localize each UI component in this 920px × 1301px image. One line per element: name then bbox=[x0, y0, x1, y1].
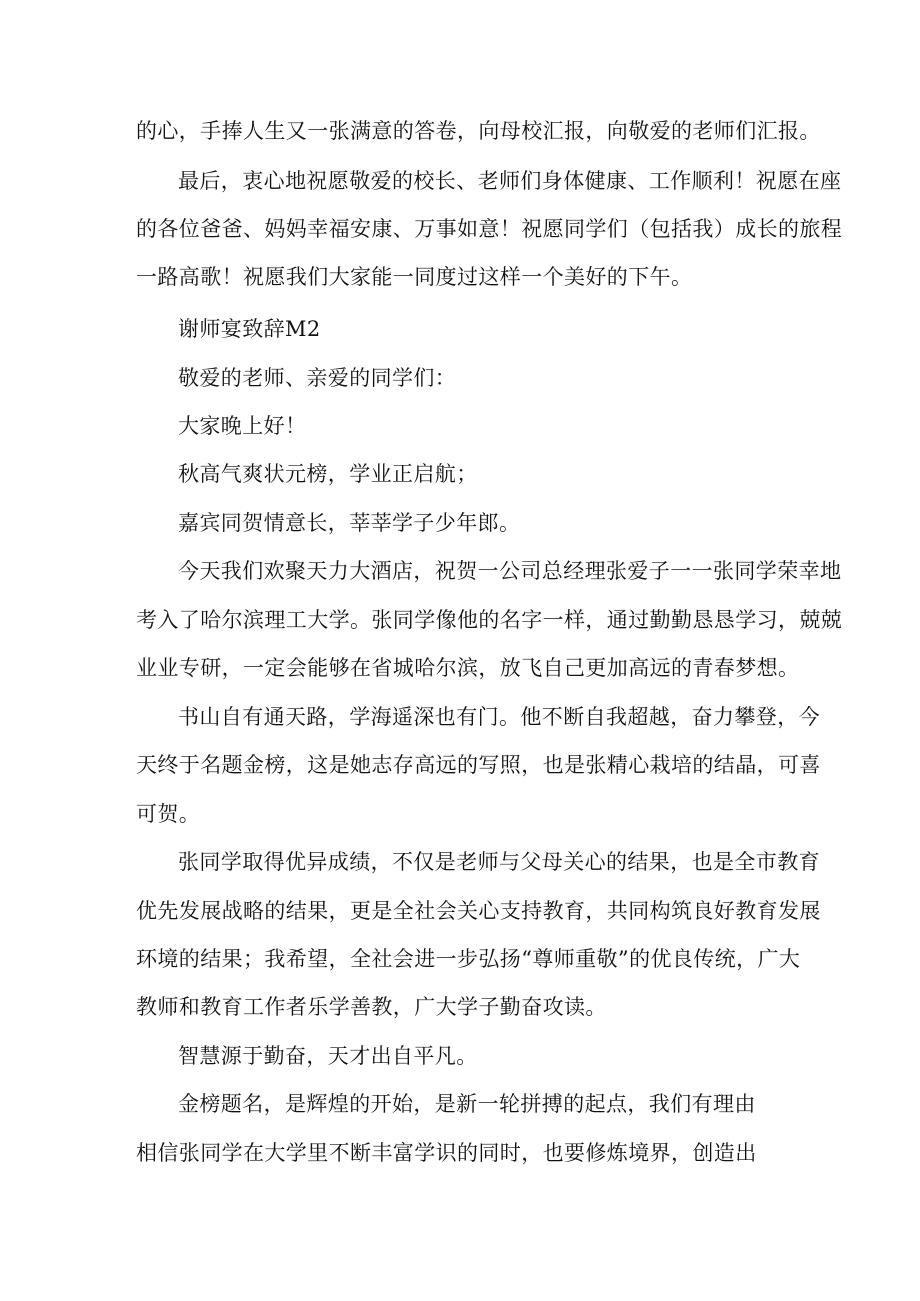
verse-line: 秋高气爽状元榜，学业正启航； bbox=[178, 462, 478, 486]
paragraph-line: 环境的结果；我希望，全社会进一步弘扬“尊师重敬”的优良传统，广大 bbox=[136, 947, 801, 971]
greeting: 大家晚上好！ bbox=[178, 414, 307, 438]
verse-line: 嘉宾同贺情意长，莘莘学子少年郎。 bbox=[178, 511, 521, 535]
paragraph-line: 一路高歌！祝愿我们大家能一同度过这样一个美好的下午。 bbox=[136, 265, 693, 289]
paragraph-line: 的各位爸爸、妈妈幸福安康、万事如意！祝愿同学们（包括我）成长的旅程 bbox=[136, 217, 843, 241]
paragraph-line: 天终于名题金榜，这是她志存高远的写照，也是张精心栽培的结晶，可喜 bbox=[136, 753, 821, 777]
paragraph-line: 考入了哈尔滨理工大学。张同学像他的名字一样，通过勤勤恳恳学习，兢兢 bbox=[136, 608, 843, 632]
paragraph-line: 智慧源于勤奋，天才出自平凡。 bbox=[178, 1044, 478, 1068]
paragraph-line: 的心，手捧人生又一张满意的答卷，向母校汇报，向敬爱的老师们汇报。 bbox=[136, 119, 821, 143]
paragraph-line: 优先发展战略的结果，更是全社会关心支持教育，共同构筑良好教育发展 bbox=[136, 899, 821, 923]
paragraph-line: 张同学取得优异成绩，不仅是老师与父母关心的结果，也是全市教育 bbox=[178, 850, 820, 874]
salutation: 敬爱的老师、亲爱的同学们： bbox=[178, 366, 457, 390]
paragraph-line: 书山自有通天路，学海遥深也有门。他不断自我超越，奋力攀登，今 bbox=[178, 705, 820, 729]
paragraph-line: 教师和教育工作者乐学善教，广大学子勤奋攻读。 bbox=[136, 995, 607, 1019]
paragraph-line: 相信张同学在大学里不断丰富学识的同时，也要修炼境界，创造出 bbox=[136, 1141, 757, 1165]
paragraph-line: 金榜题名，是辉煌的开始，是新一轮拼搏的起点，我们有理由 bbox=[178, 1092, 756, 1116]
paragraph-line: 最后，衷心地祝愿敬爱的校长、老师们身体健康、工作顺利！祝愿在座 bbox=[178, 169, 842, 193]
paragraph-line: 今天我们欢聚天力大酒店，祝贺一公司总经理张爱子一一张同学荣幸地 bbox=[178, 559, 842, 583]
paragraph-line: 业业专研，一定会能够在省城哈尔滨，放飞自己更加高远的青春梦想。 bbox=[136, 656, 800, 680]
paragraph-line: 可贺。 bbox=[136, 802, 201, 826]
section-heading: 谢师宴致辞M2 bbox=[178, 317, 321, 341]
